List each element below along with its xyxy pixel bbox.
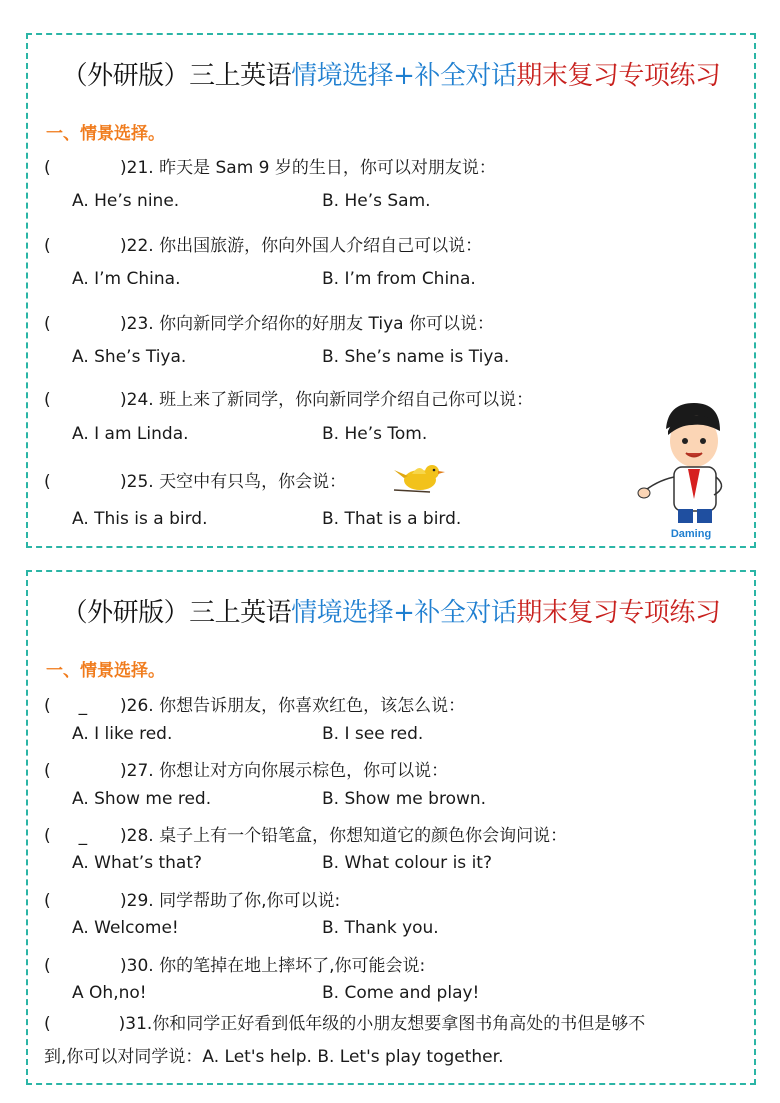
question-27: ( )27. 你想让对方向你展示棕色，你可以说： bbox=[44, 761, 449, 781]
title-part-review: 期末复习专项练习 bbox=[516, 598, 721, 628]
question-23: ( )23. 你向新同学介绍你的好朋友 Tiya 你可以说： bbox=[44, 314, 494, 334]
answer-blank: _ bbox=[78, 826, 88, 846]
title-part-edition: （外研版）三上英语 bbox=[61, 61, 292, 91]
worksheet-title bbox=[28, 592, 754, 629]
title-part-topic: 情境选择+补全对话 bbox=[291, 598, 517, 628]
question-31: ( )31.你和同学正好看到低年级的小朋友想要拿图书角高处的书但是够不 到,你可以对同学说：A. Let's help. B. Let's play together. bbox=[44, 1014, 646, 1067]
option-24-a: A. I am Linda. bbox=[72, 424, 189, 444]
option-30-b: B. Come and play! bbox=[322, 983, 480, 1003]
option-30-a: A Oh,no! bbox=[72, 983, 147, 1003]
question-26: ( _ )26. 你想告诉朋友，你喜欢红色，该怎么说： bbox=[44, 696, 466, 716]
option-25-a: A. This is a bird. bbox=[72, 509, 208, 529]
daming-character-icon bbox=[636, 395, 746, 540]
question-28: ( _ )28. 桌子上有一个铅笔盒，你想知道它的颜色你会询问说： bbox=[44, 826, 568, 846]
worksheet-title bbox=[28, 55, 754, 92]
option-26-a: A. I like red. bbox=[72, 724, 173, 744]
answer-blank: _ bbox=[78, 696, 88, 716]
option-21-a: A. He’s nine. bbox=[72, 191, 180, 211]
option-28-a: A. What’s that? bbox=[72, 853, 203, 873]
worksheet-card-2 bbox=[26, 570, 756, 1085]
option-26-b: B. I see red. bbox=[322, 724, 424, 744]
section-label: 一、情景选择。 bbox=[46, 661, 165, 681]
option-25-b: B. That is a bird. bbox=[322, 509, 462, 529]
bird-icon bbox=[390, 460, 448, 500]
section-label: 一、情景选择。 bbox=[46, 124, 165, 144]
option-23-b: B. She’s name is Tiya. bbox=[322, 347, 510, 367]
option-21-b: B. He’s Sam. bbox=[322, 191, 431, 211]
option-22-a: A. I’m China. bbox=[72, 269, 181, 289]
worksheet-card-1 bbox=[26, 33, 756, 548]
option-28-b: B. What colour is it? bbox=[322, 853, 492, 873]
question-22: ( )22. 你出国旅游，你向外国人介绍自己可以说： bbox=[44, 236, 483, 256]
option-27-b: B. Show me brown. bbox=[322, 789, 487, 809]
character-name: Daming bbox=[670, 528, 712, 540]
question-25: ( )25. 天空中有只鸟，你会说： bbox=[44, 472, 347, 492]
title-part-edition: （外研版）三上英语 bbox=[61, 598, 292, 628]
title-part-topic: 情境选择+补全对话 bbox=[291, 61, 517, 91]
option-23-a: A. She’s Tiya. bbox=[72, 347, 187, 367]
question-29: ( )29. 同学帮助了你,你可以说: bbox=[44, 891, 341, 911]
question-24: ( )24. 班上来了新同学，你向新同学介绍自己你可以说： bbox=[44, 390, 534, 410]
option-29-a: A. Welcome! bbox=[72, 918, 179, 938]
option-24-b: B. He’s Tom. bbox=[322, 424, 428, 444]
title-part-review: 期末复习专项练习 bbox=[516, 61, 721, 91]
question-21: ( )21. 昨天是 Sam 9 岁的生日，你可以对朋友说： bbox=[44, 158, 496, 178]
option-29-b: B. Thank you. bbox=[322, 918, 439, 938]
question-30: ( )30. 你的笔掉在地上摔坏了,你可能会说: bbox=[44, 956, 426, 976]
option-27-a: A. Show me red. bbox=[72, 789, 212, 809]
option-22-b: B. I’m from China. bbox=[322, 269, 476, 289]
